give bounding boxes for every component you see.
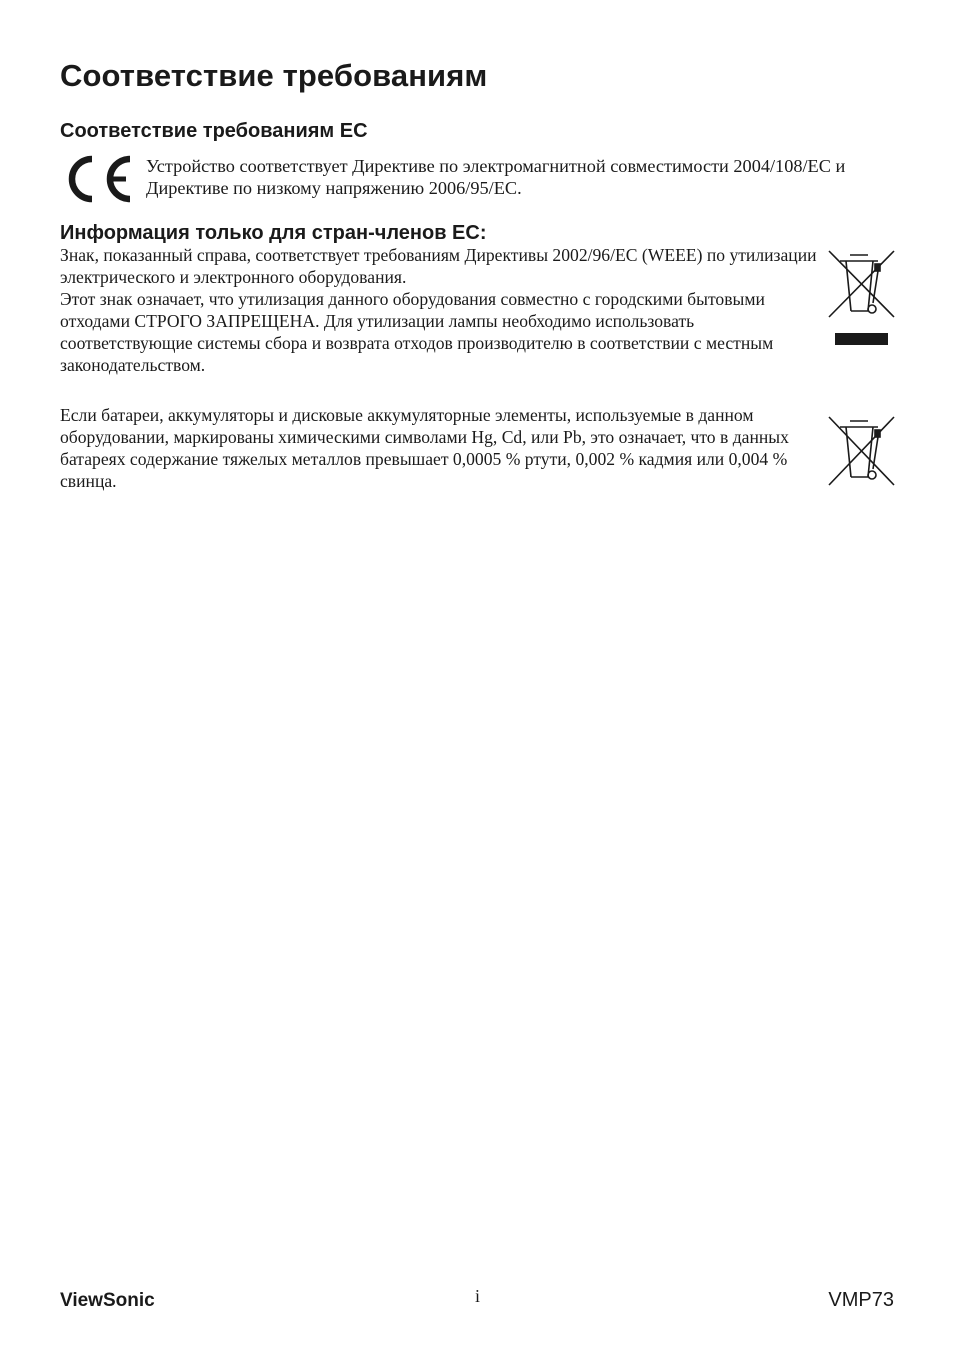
footer-page-number: i — [474, 1286, 480, 1306]
ec-compliance-heading: Соответствие требованиям ЕС — [60, 120, 368, 142]
footer-model: VMP73 — [828, 1289, 894, 1311]
page-title: Соответствие требованиям — [60, 58, 488, 93]
footer-brand: ViewSonic — [60, 1290, 155, 1311]
weee-paragraph — [60, 244, 830, 376]
crossed-out-bin-icon — [824, 413, 896, 489]
weee-directive-text: Знак, показанный справа, соответствует требованиям Директивы 2002/96/ЕС (WEEE) по утилизации электрического и электронного оборудования. — [60, 245, 817, 287]
ce-mark-icon — [58, 154, 132, 204]
crossed-out-bin-icon — [824, 247, 896, 347]
disposal-warning-text: Этот знак означает, что утилизация данного оборудования совместно с городскими бытовыми отходами СТРОГО ЗАПРЕЩЕНА. Для утилизации лампы необходимо использовать соответствующие системы сбора и возврата отходов производителю в соответствии с местным законодательством. — [60, 289, 774, 375]
battery-paragraph: Если батареи, аккумуляторы и дисковые аккумуляторные элементы, используемые в данном оборудовании, маркированы химическими символами Hg, Cd, или Pb, это означает, что в данных батареях содержание тяжелых металлов превышает 0,0005 % ртути, 0,002 % кадмия или 0,004 % свинца. — [60, 405, 789, 491]
eu-info-heading: Информация только для стран-членов ЕС: — [60, 222, 487, 244]
ec-compliance-text: Устройство соответствует Директиве по электромагнитной совместимости 2004/108/ЕС и Директиве по низкому напряжению 2006/95/ЕС. — [146, 156, 846, 198]
